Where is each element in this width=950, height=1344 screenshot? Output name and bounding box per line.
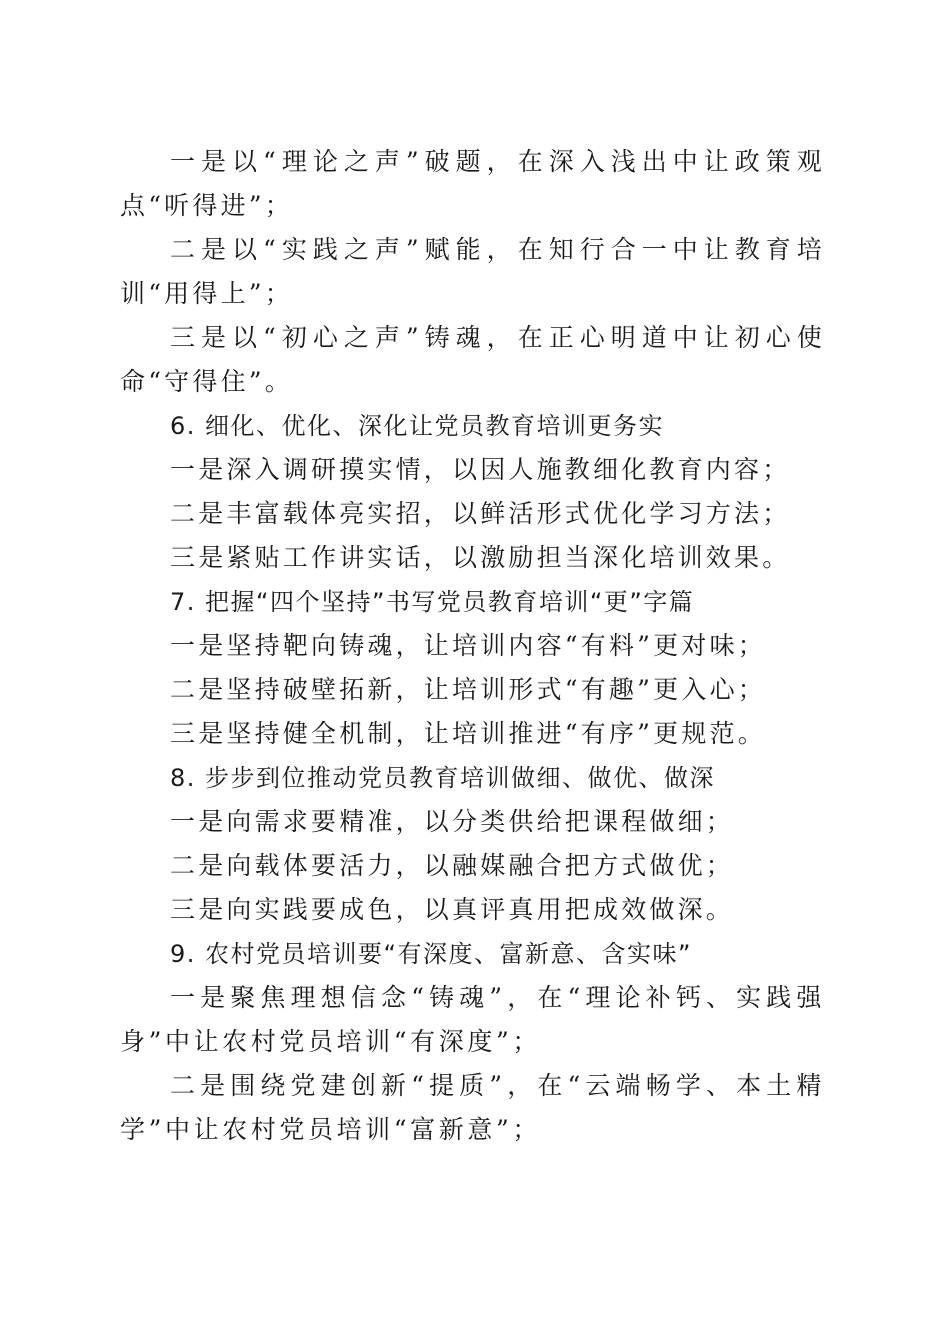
section-heading-9: 9. 农村党员培训要“有深度、富新意、含实味” [170,940,692,968]
paragraph-9: 三是坚持健全机制，让培训推进“有序”更规范。 [170,719,766,748]
paragraph-5: 二是丰富载体亮实招，以鲜活形式优化学习方法； [170,499,791,528]
paragraph-3: 三是以“初心之声”铸魂，在正心明道中让初心使命“守得住”。 [120,323,825,396]
paragraph-10: 一是向需求要精准，以分类供给把课程做细； [170,807,735,836]
section-heading-8: 8. 步步到位推动党员教育培训做细、做优、做深 [170,764,716,792]
document-body [120,140,825,1152]
paragraph-4: 一是深入调研摸实情，以因人施教细化教育内容； [170,455,791,484]
paragraph-8: 二是坚持破壁拓新，让培训形式“有趣”更入心； [170,675,766,704]
section-heading-6: 6. 细化、优化、深化让党员教育培训更务实 [170,412,665,440]
section-heading-7: 7. 把握“四个坚持”书写党员教育培训“更”字篇 [170,588,695,616]
paragraph-7: 一是坚持靶向铸魂，让培训内容“有料”更对味； [170,631,766,660]
paragraph-12: 三是向实践要成色，以真评真用把成效做深。 [170,895,735,924]
paragraph-2: 二是以“实践之声”赋能，在知行合一中让教育培训“用得上”； [120,235,825,308]
paragraph-11: 二是向载体要活力，以融媒融合把方式做优； [170,851,735,880]
paragraph-6: 三是紧贴工作讲实话，以激励担当深化培训效果。 [170,543,791,572]
paragraph-14: 二是围绕党建创新“提质”，在“云端畅学、本土精学”中让农村党员培训“富新意”； [120,1071,825,1144]
paragraph-1: 一是以“理论之声”破题，在深入浅出中让政策观点“听得进”； [120,147,825,220]
paragraph-13: 一是聚焦理想信念“铸魂”，在“理论补钙、实践强身”中让农村党员培训“有深度”； [120,983,825,1056]
